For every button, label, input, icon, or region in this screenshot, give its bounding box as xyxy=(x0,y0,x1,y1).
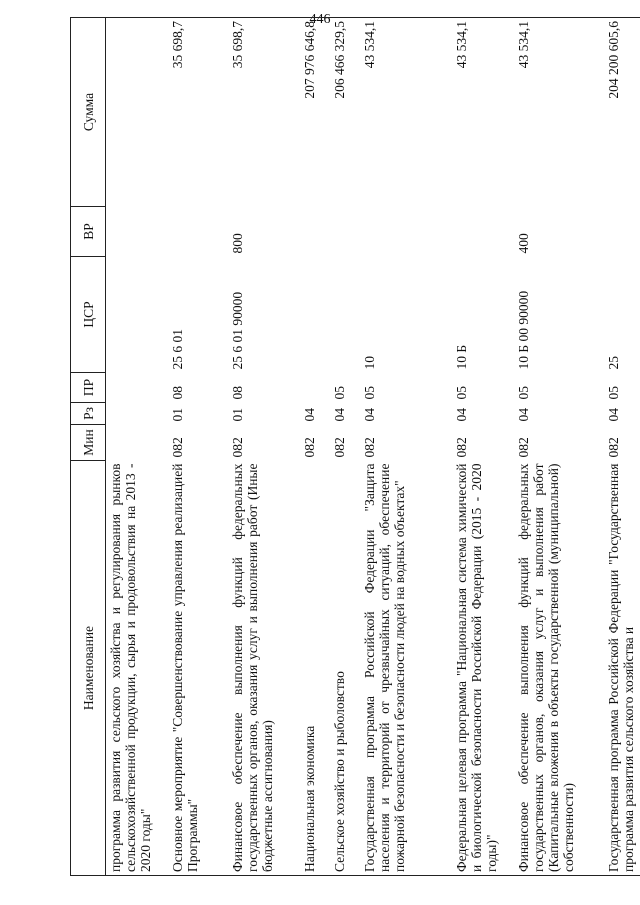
row-name: Финансовое обеспечение выполнения функций федеральных государственных органов, оказания услуг и выполнения работ (Капитальные вложения в объекты государственной (муниципальной) собственности) xyxy=(514,461,604,876)
row-vr xyxy=(360,207,452,257)
row-name: Национальная экономика xyxy=(300,461,330,876)
row-vr: 800 xyxy=(229,233,245,254)
row-sum: 43 534,1 xyxy=(514,18,604,207)
row-vr xyxy=(452,207,514,257)
row-csr: 10 Б 00 90000 xyxy=(515,290,531,370)
table-row xyxy=(330,18,360,876)
table-row xyxy=(106,18,168,876)
header-min: Мин xyxy=(71,425,106,461)
row-min: 082 xyxy=(605,437,621,458)
row-csr: 25 6 01 xyxy=(169,329,185,370)
row-vr xyxy=(168,207,228,257)
row-min: 082 xyxy=(229,437,245,458)
row-sum: 43 534,1 xyxy=(452,18,514,207)
row-name: Основное мероприятие "Совершенствование управления реализацией Программы" xyxy=(168,461,228,876)
budget-table xyxy=(70,17,640,876)
header-sum: Сумма xyxy=(71,18,106,207)
row-min: 082 xyxy=(361,437,377,458)
row-pr xyxy=(106,373,168,403)
row-min: 082 xyxy=(331,437,347,458)
row-name: Государственная программа Российской Федерации "Государственная программа развития сельского хозяйства и xyxy=(604,461,640,876)
row-vr xyxy=(330,207,360,257)
row-rz: 04 xyxy=(605,408,621,422)
row-vr xyxy=(300,207,330,257)
row-rz: 04 xyxy=(453,408,469,422)
row-pr: 05 xyxy=(515,386,531,400)
row-pr: 08 xyxy=(169,386,185,400)
row-pr: 05 xyxy=(453,386,469,400)
row-csr xyxy=(300,257,330,373)
row-name: Финансовое обеспечение выполнения функций федеральных государственных органов, оказания услуг и выполнения работ (Иные бюджетные ассигнования) xyxy=(228,461,300,876)
row-name: Федеральная целевая программа "Национальная система химической и биологической безопасности Российской Федерации (2015 - 2020 годы)" xyxy=(452,461,514,876)
row-csr: 10 Б xyxy=(453,344,469,370)
row-csr xyxy=(330,257,360,373)
table-row xyxy=(168,18,228,876)
header-vr: ВР xyxy=(71,207,106,257)
row-csr: 10 xyxy=(361,356,377,370)
row-sum: 35 698,7 xyxy=(168,18,228,207)
table-row xyxy=(514,18,604,876)
row-rz: 04 xyxy=(361,408,377,422)
header-name: Наименование xyxy=(71,461,106,876)
rotated-table-container xyxy=(70,18,636,876)
row-rz: 04 xyxy=(331,408,347,422)
row-min xyxy=(106,425,168,461)
row-pr: 05 xyxy=(605,386,621,400)
row-pr: 05 xyxy=(331,386,347,400)
row-sum: 206 466 329,5 xyxy=(330,18,360,207)
row-vr: 400 xyxy=(515,233,531,254)
row-pr xyxy=(300,373,330,403)
table-row xyxy=(300,18,330,876)
header-pr: ПР xyxy=(71,373,106,403)
row-pr: 08 xyxy=(229,386,245,400)
row-rz: 01 xyxy=(229,408,245,422)
header-csr: ЦСР xyxy=(71,257,106,373)
row-vr xyxy=(604,207,640,257)
row-sum: 207 976 646,8 xyxy=(300,18,330,207)
row-pr: 05 xyxy=(361,386,377,400)
row-name: Сельское хозяйство и рыболовство xyxy=(330,461,360,876)
row-rz xyxy=(106,403,168,425)
table-row xyxy=(228,18,300,876)
row-sum: 43 534,1 xyxy=(360,18,452,207)
row-vr xyxy=(106,207,168,257)
table-header-row xyxy=(71,18,106,876)
table-row xyxy=(360,18,452,876)
row-min: 082 xyxy=(453,437,469,458)
header-rz: Рз xyxy=(71,403,106,425)
row-rz: 04 xyxy=(301,408,317,422)
row-name: программа развития сельского хозяйства и регулирования рынков сельскохозяйственной продукции, сырья и продовольствия на 2013 - 2020 годы" xyxy=(106,461,168,876)
row-rz: 01 xyxy=(169,408,185,422)
table-row xyxy=(452,18,514,876)
row-name: Государственная программа Российской Федерации "Защита населения и территорий от чрезвычайных ситуаций, обеспечение пожарной безопасности и безопасности людей на водных объектах" xyxy=(360,461,452,876)
row-csr: 25 xyxy=(605,356,621,370)
row-rz: 04 xyxy=(515,408,531,422)
row-min: 082 xyxy=(301,437,317,458)
row-sum: 204 200 605,6 xyxy=(604,18,640,207)
row-min: 082 xyxy=(169,437,185,458)
page-number: 446 xyxy=(309,12,331,27)
row-sum: 35 698,7 xyxy=(228,18,300,207)
row-csr xyxy=(106,257,168,373)
table-row xyxy=(604,18,640,876)
row-csr: 25 6 01 90000 xyxy=(229,291,245,370)
row-sum xyxy=(106,18,168,207)
row-min: 082 xyxy=(515,437,531,458)
